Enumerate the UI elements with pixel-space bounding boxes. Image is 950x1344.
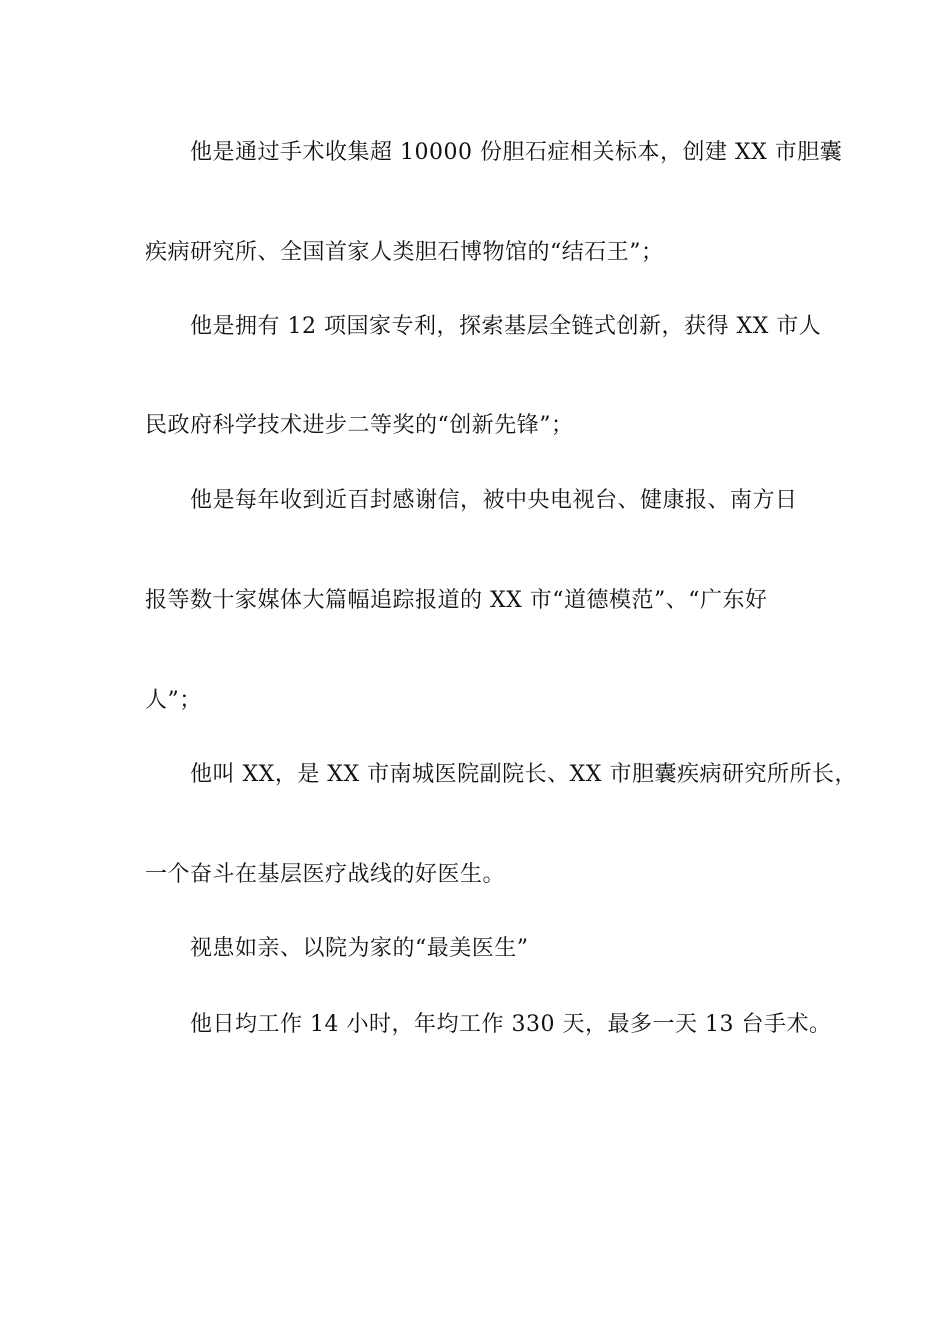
paragraph-line: 报等数十家媒体大篇幅追踪报道的 XX 市“道德模范”、“广东好 (145, 588, 768, 613)
paragraph-line: 民政府科学技术进步二等奖的“创新先锋”； (145, 413, 574, 438)
paragraph-line: 疾病研究所、全国首家人类胆石博物馆的“结石王”； (145, 240, 664, 265)
paragraph-line: 他日均工作 14 小时，年均工作 330 天，最多一天 13 台手术。 (190, 1012, 832, 1037)
paragraph-line: 他是每年收到近百封感谢信，被中央电视台、健康报、南方日 (190, 488, 798, 513)
paragraph-line: 人”； (145, 688, 202, 713)
paragraph-line: 他叫 XX，是 XX 市南城医院副院长、XX 市胆囊疾病研究所所长， (190, 762, 857, 787)
paragraph-line: 他是通过手术收集超 10000 份胆石症相关标本，创建 XX 市胆囊 (190, 140, 843, 165)
paragraph-line: 一个奋斗在基层医疗战线的好医生。 (145, 862, 506, 887)
section-heading: 视患如亲、以院为家的“最美医生” (190, 936, 529, 961)
paragraph-line: 他是拥有 12 项国家专利，探索基层全链式创新，获得 XX 市人 (190, 314, 822, 339)
